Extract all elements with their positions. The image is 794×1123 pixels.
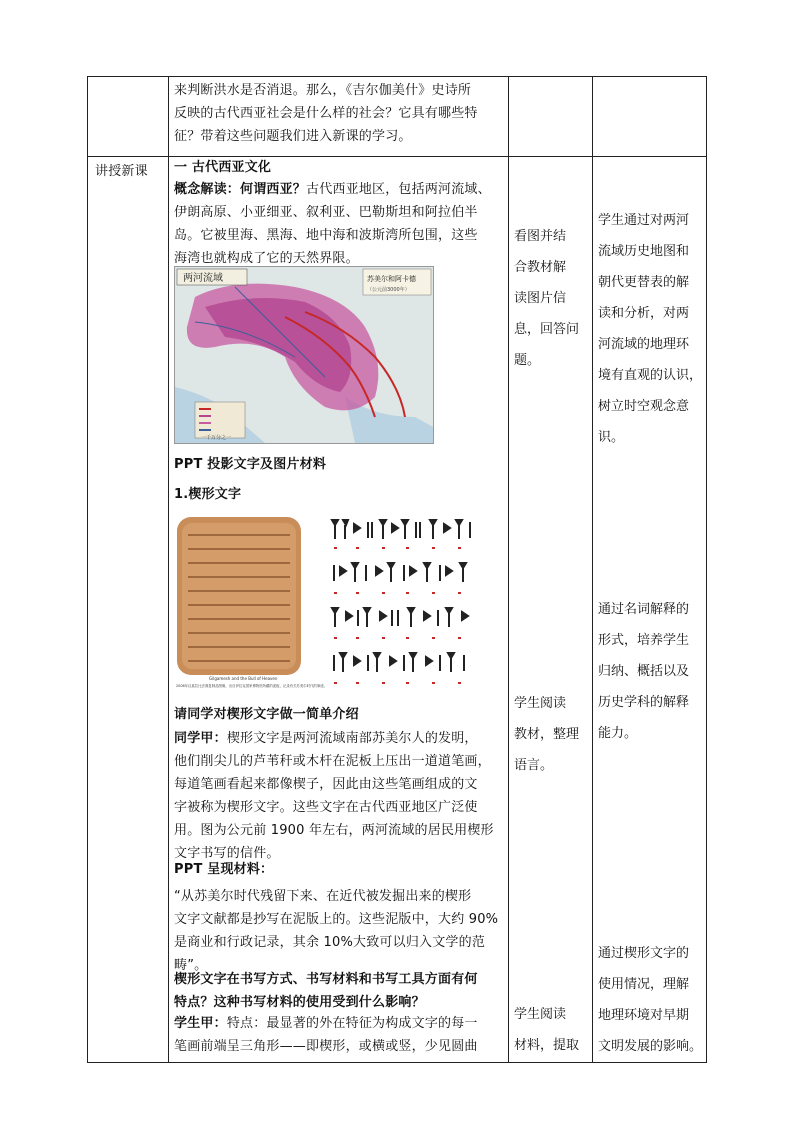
col-divider: [592, 77, 593, 1062]
text-line: 海湾也就构成了它的天然界限。: [174, 251, 359, 266]
text-line: 文字文献都是抄写在泥版上的。这些泥版中，大约 90%: [174, 912, 499, 927]
text-line: 来判断洪水是否消退。那么，《吉尔伽美什》史诗所: [174, 83, 472, 98]
text-line: 识。: [598, 430, 625, 445]
text-line: 语言。: [514, 758, 554, 773]
map-inset-title: 苏美尔和阿卡德: [367, 275, 416, 283]
text-line: 他们削尖儿的芦苇秆或木杆在泥板上压出一道道笔画，: [174, 754, 491, 769]
text-line: 岛。它被里海、黑海、地中海和波斯湾所包围，这些: [174, 228, 478, 243]
text-line: 通过楔形文字的: [598, 946, 690, 961]
student-a-paragraph: [174, 727, 504, 865]
text-line: 用。图为公元前 1900 年左右，两河流域的居民用楔形: [174, 823, 494, 838]
clay-tablet-image: [174, 515, 328, 693]
text-line: 朝代更替表的解: [598, 275, 690, 290]
text-line: 楔形文字是两河流域南部苏美尔人的发明，: [226, 731, 478, 746]
activity-cell-2: [514, 688, 588, 781]
text-line: 学生通过对两河: [598, 213, 690, 228]
text-line: 合教材解: [514, 260, 567, 275]
activity-cell-1: [514, 221, 588, 376]
tablet-caption-title: Gilgamesh and the Bull of Heaven: [209, 676, 278, 681]
text-line: 归纳、概括以及: [598, 664, 690, 679]
text-line: 伊朗高原、小亚细亚、叙利亚、巴勒斯坦和阿拉伯半: [174, 205, 478, 220]
text-line: 字被称为楔形文字。这些文字在古代西亚地区广泛使: [174, 800, 478, 815]
text-line: 历史学科的解释: [598, 695, 690, 710]
text-line: 文明发展的影响。: [598, 1039, 703, 1054]
text-line: 是商业和行政记录，其余 10%大致可以归入文学的范: [174, 935, 486, 950]
concept-label: 概念解读：何谓西亚？: [174, 182, 307, 197]
text-line: 通过名词解释的: [598, 602, 690, 617]
text-line: 特点？这种书写材料的使用受到什么影响？: [174, 995, 425, 1010]
map-inset-subtitle: （公元前3000年）: [367, 287, 410, 293]
student-b-paragraph: [174, 1012, 504, 1058]
tablet-caption: 2008年汉莫拉比法典复制品图像，出自伊拉克国家博物馆所藏的泥板，记录有关苏美尔时代的事迹。: [176, 684, 328, 688]
text-line: 反映的古代西亚社会是什么样的社会？它具有哪些特: [174, 106, 478, 121]
map-scale: 一千万分之一: [201, 435, 232, 441]
text-line: 文字书写的信件。: [174, 846, 280, 861]
text-line: “从苏美尔时代残留下来、在近代被发掘出来的楔形: [174, 889, 472, 904]
text-line: 使用情况，理解: [598, 977, 690, 992]
text-line: 能力。: [598, 726, 638, 741]
concept-paragraph: [174, 178, 504, 270]
text-line: 楔形文字在书写方式、书写材料和书写工具方面有何: [174, 972, 478, 987]
text-line: 看图并结: [514, 229, 567, 244]
text-line: 流域历史地图和: [598, 244, 690, 259]
text-line: 古代西亚地区，包括两河流域、: [306, 182, 491, 197]
text-line: 学生阅读: [514, 696, 567, 711]
intro-paragraph: [174, 79, 504, 148]
text-line: 河流域的地理环: [598, 337, 690, 352]
intent-cell-3: [598, 938, 706, 1062]
text-line: 每道笔画看起来都像楔子，因此由这些笔画组成的文: [174, 777, 478, 792]
text-line: 教材，整理: [514, 727, 580, 742]
stage-label: 讲授新课: [95, 164, 148, 179]
text-line: 读图片信: [514, 291, 567, 306]
text-line: 特点：最显著的外在特征为构成文字的每一: [226, 1016, 478, 1031]
student-label: 学生甲：: [174, 1016, 227, 1031]
mesopotamia-map-image: [174, 266, 434, 444]
text-line: 学生阅读: [514, 1007, 567, 1022]
question-heading-2: [174, 968, 504, 1014]
activity-cell-3: [514, 999, 588, 1061]
section-title: 一 古代西亚文化: [174, 160, 272, 175]
text-line: 笔画前端呈三角形——即楔形，或横或竖，少见圆曲: [174, 1039, 478, 1054]
text-line: 地理环境对早期: [598, 1008, 690, 1023]
text-line: 材料，提取: [514, 1038, 580, 1053]
text-line: 息，回答问: [514, 322, 580, 337]
student-label: 同学甲：: [174, 731, 227, 746]
text-line: 境有直观的认识，: [598, 368, 703, 383]
cuneiform-glyph-chart: [330, 518, 480, 690]
question-heading-1: 请同学对楔形文字做一简单介绍: [174, 707, 359, 722]
item-heading-cuneiform: 1.楔形文字: [174, 487, 242, 502]
intent-cell-1: [598, 205, 706, 453]
intent-cell-2: [598, 594, 706, 749]
text-line: 题。: [514, 353, 541, 368]
text-line: 读和分析，对两: [598, 306, 690, 321]
text-line: 畴”。: [174, 958, 208, 973]
text-line: 征？带着这些问题我们进入新课的学习。: [174, 129, 412, 144]
ppt-heading-1: PPT 投影文字及图片材料: [174, 457, 327, 472]
quote-paragraph: [174, 885, 504, 977]
col-divider: [508, 77, 509, 1062]
text-line: 形式，培养学生: [598, 633, 690, 648]
ppt-heading-2: PPT 呈现材料：: [174, 862, 274, 877]
map-title: 两河流域: [183, 273, 223, 284]
text-line: 树立时空观念意: [598, 399, 690, 414]
col-divider: [168, 77, 169, 1062]
